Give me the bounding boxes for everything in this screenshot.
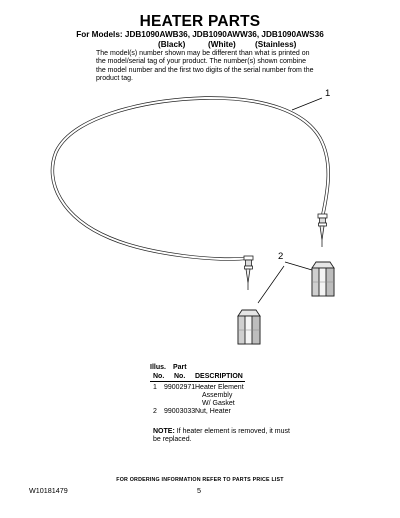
model-numbers: For Models: JDB1090AWB36, JDB1090AWW36, JDB1090AWS36	[76, 30, 324, 39]
heater-terminal-right	[318, 214, 327, 247]
row-1-illus: 1	[153, 384, 157, 391]
note-text: If heater element is removed, it must be replaced.	[153, 428, 290, 444]
finish-black: (Black)	[158, 40, 186, 49]
heater-terminal-left	[244, 256, 253, 290]
model-number-note: The model(s) number shown may be different than what is printed on the model/serial tag of your product. The number(s) shown combine the model number and the first two digits of the serial number from the product tag.	[96, 50, 314, 82]
replacement-note	[153, 428, 293, 445]
document-number: W10181479	[29, 486, 68, 495]
callout-2: 2	[278, 251, 284, 262]
row-1-desc-line1: Heater Element	[195, 384, 244, 391]
table-header-rule	[150, 381, 245, 382]
heater-nut-left	[238, 310, 260, 344]
heater-element	[52, 98, 328, 259]
header-illus-no: No.	[153, 373, 165, 380]
header-description: DESCRIPTION	[195, 373, 243, 380]
ordering-info: FOR ORDERING INFORMATION REFER TO PARTS PRICE LIST	[116, 477, 284, 483]
page-title: HEATER PARTS	[139, 13, 261, 30]
row-2-desc-line1: Nut, Heater	[195, 408, 231, 415]
header-part-no: No.	[174, 373, 186, 380]
leader-line-2a	[285, 262, 312, 270]
row-1-desc-line3: W/ Gasket	[202, 400, 235, 407]
header-part: Part	[173, 364, 187, 371]
note-label: NOTE:	[153, 428, 175, 435]
row-2-part: 99003033	[164, 408, 196, 415]
row-2-illus: 2	[153, 408, 157, 415]
callout-1: 1	[325, 88, 331, 99]
leader-line-2b	[258, 266, 284, 303]
leader-line-1	[292, 98, 322, 110]
header-illus: Illus.	[150, 364, 166, 371]
finish-white: (White)	[208, 40, 236, 49]
page-number: 5	[197, 486, 201, 495]
row-1-part: 99002971	[164, 384, 196, 391]
heater-nut-right	[312, 262, 334, 296]
finish-stainless: (Stainless)	[255, 40, 297, 49]
row-1-desc-line2: Assembly	[202, 392, 233, 399]
